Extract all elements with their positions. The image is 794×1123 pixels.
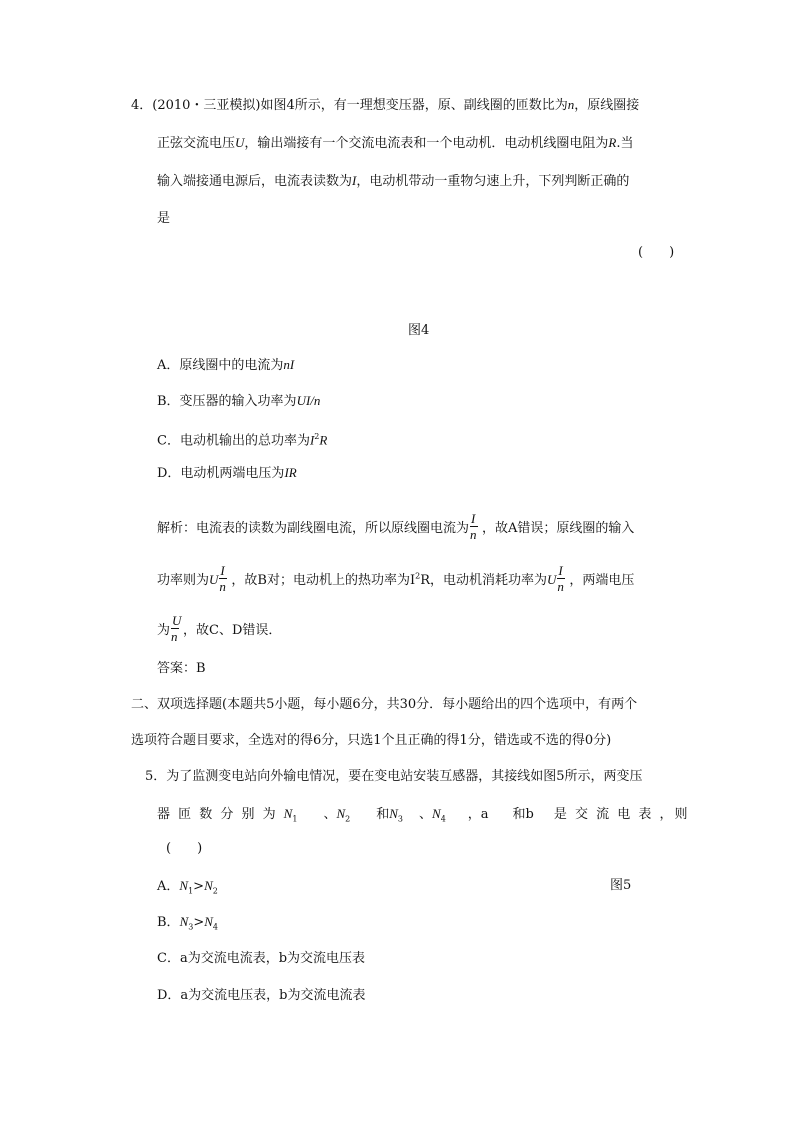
- q4-option-d: [157, 464, 297, 483]
- analysis-line-2-b: ，故B对；电动机上的热功率为I: [231, 573, 416, 588]
- q5-line-2-a: 器 匝 数 分 别 为: [157, 807, 278, 822]
- q5-answer-paren: ( ): [166, 841, 203, 856]
- q4-line-2-b: ，输出端接有一个交流电流表和一个电动机．电动机线圈电阻为: [244, 136, 609, 151]
- fraction-numerator: U: [172, 613, 182, 628]
- fraction-denominator: n: [171, 629, 178, 644]
- q5-option-c: C．a为交流电流表，b为交流电压表: [157, 951, 366, 966]
- q5-option-a-n2: N: [204, 878, 213, 893]
- q4-answer: 答案：B: [157, 661, 206, 676]
- q4-line-1-tail: ，原线圈接: [574, 98, 640, 113]
- q5-option-a-n1: N: [179, 878, 189, 893]
- section2-line-2: 选项符合题目要求，全选对的得6分，只选1个且正确的得1分，错选或不选的得0分): [131, 733, 612, 748]
- q5-option-a-label: A．: [157, 879, 180, 894]
- q4-option-b-math: UI/n: [296, 393, 321, 408]
- section2-line-1: 二、双项选择题(本题共5小题，每小题6分，共30分．每小题给出的四个选项中，有两个: [131, 697, 638, 712]
- fraction-numerator: I: [471, 511, 476, 526]
- analysis-line-1-a: 解析：电流表的读数为副线圈电流，所以原线圈电流为: [157, 521, 470, 536]
- analysis-line-2-c: R，电动机消耗功率为: [420, 573, 547, 588]
- q5-line-2-tail: 是 交 流 电 表 ，则: [553, 807, 690, 822]
- q5-n4-sub: 4: [440, 814, 446, 824]
- q5-option-a: [157, 877, 218, 901]
- q5-option-b-n3: N: [179, 914, 189, 929]
- q5-option-b-sub4: 4: [212, 922, 218, 932]
- q5-option-b-label: B．: [157, 915, 180, 930]
- q4-option-c-exp: 2: [314, 432, 320, 441]
- q4-ratio-var: n: [567, 97, 575, 112]
- q4-line-4: 是: [157, 211, 171, 226]
- q4-option-c-i: I: [309, 432, 315, 448]
- q4-line-1: [131, 96, 639, 115]
- analysis-exp: 2: [415, 571, 421, 581]
- q5-option-b: [157, 913, 218, 937]
- q5-comma-1: 、: [323, 807, 337, 822]
- q5-n4-var: N: [432, 806, 441, 821]
- q4-option-d-text: D．电动机两端电压为: [157, 466, 285, 481]
- analysis-line-3: [157, 614, 281, 644]
- q5-option-b-n4: N: [204, 914, 213, 929]
- analysis-line-2-d: ，两端电压: [569, 573, 635, 588]
- fraction-denominator: n: [470, 527, 477, 542]
- q5-option-b-gt: >: [193, 915, 205, 930]
- q4-line-2: [157, 134, 634, 153]
- q5-option-d: D．a为交流电压表，b为交流电流表: [157, 988, 366, 1003]
- fraction-denominator: n: [557, 579, 564, 594]
- analysis-line-1-b: ，故A错误；原线圈的输入: [482, 521, 635, 536]
- q4-current-var: I: [352, 173, 357, 188]
- fraction-u-over-n: [171, 614, 182, 644]
- analysis-line-3-a: 为: [157, 623, 171, 638]
- q4-option-c-r: R: [319, 432, 328, 448]
- q4-option-a: [157, 356, 294, 375]
- q4-answer-paren: ( ): [638, 245, 675, 260]
- fraction-numerator: I: [220, 563, 225, 578]
- q4-line-1-text: 4．(2010・三亚模拟)如图4所示，有一理想变压器，原、副线圈的匝数比为: [131, 98, 568, 113]
- analysis-line-1: [157, 512, 634, 542]
- q4-resistance-var: R: [608, 135, 617, 150]
- q5-n1-sub: 1: [292, 814, 298, 824]
- q4-option-a-math: nI: [283, 357, 295, 372]
- q5-n2-sub: 2: [345, 814, 351, 824]
- q4-voltage-var: U: [235, 135, 245, 150]
- analysis-line-2-a: 功率则为: [157, 573, 210, 588]
- fraction-numerator: I: [558, 563, 563, 578]
- fraction-denominator: n: [219, 579, 226, 594]
- figure-4-caption: 图4: [408, 323, 430, 338]
- q4-line-3-b: ，电动机带动一重物匀速上升，下列判断正确的: [356, 174, 630, 189]
- q5-meter-b: 和b: [512, 807, 534, 822]
- q4-line-2-a: 正弦交流电压: [157, 136, 236, 151]
- fraction-i-over-n: [470, 512, 481, 542]
- analysis-line-2: [157, 564, 634, 594]
- q5-comma-2: 、: [419, 807, 433, 822]
- q5-n3-var: N: [389, 806, 398, 821]
- q4-line-3: [157, 172, 629, 191]
- q5-n1-var: N: [283, 806, 293, 821]
- q5-option-a-gt: >: [193, 879, 205, 894]
- q4-option-c: [157, 428, 327, 450]
- q4-option-b: [157, 392, 320, 411]
- q5-line-2: [157, 805, 690, 829]
- q4-option-a-text: A．原线圈中的电流为: [157, 358, 284, 373]
- analysis-voltage-var: U: [209, 572, 219, 587]
- q4-option-b-text: B．变压器的输入功率为: [157, 394, 297, 409]
- figure-5-caption: 图5: [610, 878, 632, 893]
- q4-line-2-c: .当: [616, 136, 634, 151]
- q4-line-3-a: 输入端接通电源后，电流表读数为: [157, 174, 353, 189]
- analysis-line-3-b: ，故C、D错误．: [183, 623, 282, 638]
- analysis-voltage-var-2: U: [547, 572, 557, 587]
- q4-option-d-math: IR: [284, 465, 297, 480]
- q5-n3-sub: 3: [397, 814, 403, 824]
- q5-n2-var: N: [336, 806, 346, 821]
- q5-meter-a: ，a: [467, 807, 489, 822]
- q5-option-b-sub3: 3: [188, 922, 194, 932]
- q5-line-1: 5．为了监测变电站向外输电情况，要在变电站安装互感器，其接线如图5所示，两变压: [145, 769, 643, 784]
- q5-option-a-sub2: 2: [212, 886, 218, 896]
- fraction-i-over-n: [219, 564, 230, 594]
- q5-option-a-sub1: 1: [188, 886, 194, 896]
- q4-option-c-text: C．电动机输出的总功率为: [157, 433, 310, 449]
- fraction-i-over-n: [557, 564, 568, 594]
- q5-and-1: 和: [376, 807, 390, 822]
